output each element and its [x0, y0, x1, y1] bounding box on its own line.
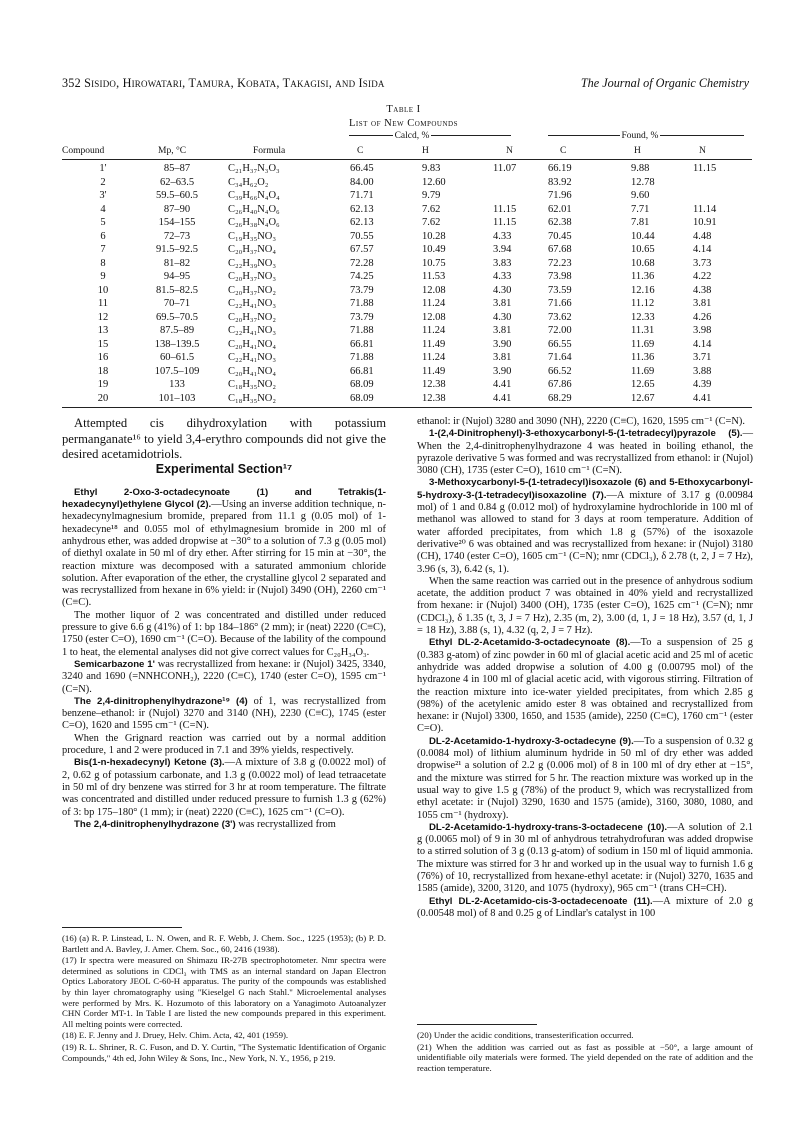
- footnote: (19) R. L. Shriner, R. C. Fuson, and D. Y. Curtin, "The Systematic Identification of Organic Compounds," 4th ed, John Wiley & Sons, Inc., New York, N. Y., 1956, p 219.: [62, 1041, 386, 1063]
- paragraph: [62, 659, 386, 696]
- table-row: [62, 271, 752, 285]
- table-row: [62, 244, 752, 258]
- table-row: [62, 204, 752, 218]
- col-header: N: [506, 146, 513, 156]
- table-cell: 73.79: [350, 311, 374, 323]
- table-cell: 4.48: [693, 230, 712, 242]
- table-cell: 67.57: [350, 244, 374, 255]
- table-body: [62, 163, 752, 406]
- table-cell: 7.62: [422, 203, 441, 215]
- table-cell: 60–61.5: [159, 352, 195, 363]
- table-cell: 10: [97, 284, 109, 296]
- table-cell: 7: [100, 244, 106, 255]
- paragraph-body: —A mixture of 3.8 g (0.0022 mol) of 2, 0.62 g of potassium carbonate, and 1.3 g (0.0022 mol) of lead tetraacetate in 50 ml of dry benzene was stirred for 3 hr at room temperature. The filtrate was concentrated and distilled under reduced pressure to furnish 1.3 g (62%) of 3: bp 175–180° (1 mm); ir (neat) 2220 (C≡C), 1625 cm⁻¹ (C=O).: [62, 757, 386, 818]
- table-cell: 66.52: [548, 365, 572, 377]
- table-cell: 72–73: [163, 230, 191, 242]
- table-cell: 4.22: [693, 271, 712, 282]
- table-cell: 73.98: [548, 271, 572, 282]
- table-caption-title: List of New Compounds: [349, 118, 458, 129]
- table-cell: 70–71: [163, 298, 191, 309]
- table-cell: 4.33: [493, 230, 512, 242]
- table-cell: 66.81: [350, 338, 374, 350]
- table-cell: 94–95: [163, 271, 191, 282]
- table-row: [62, 298, 752, 312]
- table-cell: 68.09: [350, 379, 374, 390]
- paragraph: [417, 736, 753, 822]
- paragraph: ethanol: ir (Nujol) 3280 and 3090 (NH), 2220 (C≡C), 1620, 1595 cm⁻¹ (C=N).: [417, 416, 745, 427]
- table-cell: 72.28: [350, 257, 374, 269]
- col-header: Formula: [253, 146, 286, 156]
- table-cell: 4.41: [493, 379, 512, 390]
- group-header-calcd-label: Calcd, %: [394, 131, 430, 141]
- table-cell: 73.59: [548, 284, 572, 296]
- table-cell: 12.38: [422, 379, 446, 390]
- journal-title: The Journal of Organic Chemistry: [580, 76, 749, 90]
- paragraph-body: —When the 2,4-dinitrophenylhydrazone 4 was heated in boiling ethanol, the pyrazole derivative 5 was formed and was recrystallized from ethanol: ir (Nujol) 3080 (CH), 1735 (ester C=O), 1610 cm⁻¹ (C=N).: [417, 428, 753, 477]
- table-cell: 4.26: [693, 311, 712, 323]
- table-cell: 11.36: [631, 271, 655, 282]
- table-cell: C₁₈H₃₅NO₂: [228, 392, 277, 404]
- table-cell: 3.88: [693, 365, 712, 377]
- table-cell: 4.30: [493, 311, 512, 323]
- table-row: [62, 258, 752, 272]
- col-header: C: [560, 146, 567, 156]
- table-cell: 11.69: [631, 338, 655, 350]
- paragraph-body: was recrystallized from: [235, 818, 336, 830]
- table-cell: 4.33: [493, 271, 512, 282]
- table-cell: 10.75: [422, 257, 446, 269]
- table-cell: 12.65: [631, 379, 655, 390]
- running-header: [62, 76, 749, 92]
- paragraph: [62, 696, 386, 733]
- table-row: [62, 231, 752, 245]
- table-cell: C₂₀H₃₇NO₂: [228, 311, 277, 323]
- table-cell: C₁₈H₃₅NO₂: [228, 379, 277, 390]
- footnote: (18) E. F. Jenny and J. Druey, Helv. Chim. Acta, 42, 401 (1959).: [62, 1030, 289, 1041]
- table-cell: 66.81: [350, 365, 374, 377]
- table-bottom-rule: [62, 407, 752, 408]
- table-row: [62, 190, 752, 204]
- table-cell: 4.38: [693, 284, 712, 296]
- paragraph-title: The 2,4-dinitrophenylhydrazone¹⁹ (4): [74, 695, 248, 707]
- paragraph-title: The 2,4-dinitrophenylhydrazone (3'): [74, 818, 236, 830]
- footnote: (16) (a) R. P. Linstead, L. N. Owen, and R. F. Webb, J. Chem. Soc., 1225 (1953); (b) P. D. Bartlett and A. Bavley, J. Amer. Chem. Soc., 60, 2416 (1938).: [62, 933, 386, 954]
- table-cell: 72.23: [548, 257, 572, 269]
- table-cell: 3.90: [493, 338, 512, 350]
- paragraph-body: was recrystallized from hexane: ir (Nujol) 3425, 3340, 3240 and 1690 (=NNHCONH₂), 2220 (C≡C), 1740 (ester C=O), 1595 cm⁻¹ (C=N).: [62, 658, 386, 695]
- table-cell: 133: [169, 379, 185, 390]
- table-cell: 81.5–82.5: [156, 284, 198, 296]
- table-cell: 62.01: [548, 203, 572, 215]
- table-cell: 12.78: [631, 176, 655, 188]
- table-cell: 3.94: [493, 244, 512, 255]
- table-cell: 66.55: [548, 338, 572, 350]
- table-cell: 11.36: [631, 352, 655, 363]
- col-header: N: [699, 146, 706, 156]
- table-cell: 3.90: [493, 365, 512, 377]
- footnote-rule-left: [62, 927, 182, 928]
- paragraph-body: of 1, was recrystallized from benzene–ethanol: ir (Nujol) 3270 and 3140 (NH), 2230 (C≡C), 1745 (ester C=O), 1620 and 1595 cm⁻¹ (C=N).: [62, 695, 386, 732]
- section-heading: Experimental Section¹⁷: [155, 461, 293, 476]
- table-cell: 12.08: [422, 311, 446, 323]
- table-cell: C₂₂H₄₁NO₃: [228, 298, 277, 309]
- table-cell: 3.98: [693, 325, 712, 336]
- table-cell: 11.24: [422, 298, 446, 309]
- paragraph: [417, 822, 753, 896]
- paragraph-body: —A mixture of 2.0 g (0.00548 mol) of 8 and 0.25 g of Lindlar's catalyst in 100: [417, 895, 753, 919]
- table-cell: 59.5–60.5: [156, 190, 198, 201]
- table-cell: 4.14: [693, 244, 712, 255]
- table-cell: 11.69: [631, 365, 655, 377]
- table-cell: 11.49: [422, 365, 446, 377]
- col-header: Compound: [62, 146, 105, 156]
- table-cell: 87–90: [163, 203, 191, 215]
- table-cell: 12.60: [422, 176, 446, 188]
- paragraph: [417, 637, 753, 735]
- table-cell: 71.88: [350, 298, 374, 309]
- paragraph-title: Ethyl 2-Oxo-3-octadecynoate (1) and Tetrakis(1-hexadecynyl)ethylene Glycol (2).: [62, 486, 386, 511]
- table-cell: 9.83: [422, 163, 441, 174]
- table-cell: 3.81: [493, 325, 512, 336]
- table-row: [62, 285, 752, 299]
- table-cell: C₂₆H₄₀N₄O₆: [228, 203, 280, 215]
- table-cell: C₂₀H₃₇NO₃: [228, 271, 277, 282]
- table-cell: 4.30: [493, 284, 512, 296]
- table-cell: 138–139.5: [154, 338, 200, 350]
- table-cell: 11.14: [693, 203, 717, 215]
- table-cell: 4.39: [693, 379, 712, 390]
- table-row: [62, 217, 752, 231]
- table-cell: 10.91: [693, 217, 717, 228]
- table-cell: 8: [100, 257, 106, 269]
- table-cell: 74.25: [350, 271, 374, 282]
- table-cell: 11: [97, 298, 109, 309]
- table-cell: 71.88: [350, 352, 374, 363]
- paragraph-body: —A mixture of 3.17 g (0.00984 mol) of 1 and 0.84 g (0.012 mol) of hydroxylamine hydrochloride in 100 ml of methanol was allowed to stand for 3 days at room temperature. Addition of water afforded precipitates, from which 1.8 g (57%) of the isoxazole derivative²⁰ 6 was obtained and was recrystallized from hexane: ir (Nujol) 3180 (CH), 1740 (ester C=O), 1605 cm⁻¹ (C=N); nmr (CDCl₃), δ 2.78 (t, 2, J = 7 Hz), 3.96 (s, 3), 6.42 (s, 1).: [417, 489, 753, 575]
- group-header-found: [538, 131, 754, 141]
- footnote: (20) Under the acidic conditions, transesterification occurred.: [417, 1030, 634, 1040]
- table-cell: 3.83: [493, 257, 512, 269]
- table-cell: 71.96: [548, 190, 572, 201]
- table-cell: 62.13: [350, 217, 374, 228]
- table-cell: 3.81: [493, 352, 512, 363]
- table-row: [62, 393, 752, 407]
- table-cell: 72.00: [548, 325, 572, 336]
- table-cell: C₃₉H₆₆N₄O₄: [228, 190, 280, 201]
- group-header-calcd: [345, 131, 515, 141]
- table-cell: 3.71: [693, 352, 712, 363]
- table-cell: 12.33: [631, 311, 655, 323]
- col-header: H: [634, 146, 641, 156]
- table-cell: 9.88: [631, 163, 650, 174]
- paragraph-body: —Using an inverse addition technique, n-hexadecynylmagnesium bromide, prepared from 11.1 g (0.05 mol) of 1-hexadecyne¹⁸ and 0.055 mol of ethylmagnesium bromide in 200 ml of anhydrous ether, was added dropwise at −30° to a solution of 7.3 g (0.05 mol) of diethyl oxalate in 50 ml of dry ether. After stirring for 15 min at −30°, the reaction mixture was decomposed with a saturated ammonium chloride solution. After evaporation of the ether, the crystalline glycol 2 separated and was recrystallized from hexane in 6% yield: ir (Nujol) 3490 (OH), 2260 cm⁻¹ (C≡C).: [62, 499, 386, 609]
- table-cell: 71.88: [350, 325, 374, 336]
- table-cell: 12.08: [422, 284, 446, 296]
- table-cell: 11.49: [422, 338, 446, 350]
- table-row: [62, 163, 752, 177]
- table-cell: 70.45: [548, 230, 572, 242]
- table-cell: 7.81: [631, 217, 650, 228]
- footnote: (17) Ir spectra were measured on Shimazu IR-27B spectrophotometer. Nmr spectra were determined as solutions in CDCl₃ with TMS as an internal standard on Japan Electron Optics Laboratory JEOL C-60-H apparatus. The purity of the compounds was established by thin layer chromatography using "Kieselgel G nach Stahl." Microelemental analyses were performed by Mrs. K. Hozumoto of this laboratory on a Yanagimoto Autoanalyzer CHN Corder MT-1. In Table I are listed the new compounds prepared in this experiment. All melting points were corrected.: [62, 955, 386, 1029]
- table-cell: 7.62: [422, 217, 441, 228]
- table-cell: 70.55: [350, 230, 374, 242]
- table-cell: 73.79: [350, 284, 374, 296]
- paragraph-title: 1-(2,4-Dinitrophenyl)-3-ethoxycarbonyl-5-(1-tetradecyl)pyrazole (5).: [429, 428, 743, 440]
- table-cell: 5: [100, 217, 106, 228]
- paragraph-body: —To a suspension of 25 g (0.383 g-atom) of zinc powder in 60 ml of glacial acetic acid and 25 ml of acetic anhydride was added dropwise a solution of 4.00 g (0.00795 mol) of the hydrazone 4 in 100 ml of glacial acetic acid, with vigorous stirring. Filtration of the reaction mixture into ice-water yielded precipitates, from which 2.85 g (98%) of the acetylenic amido ester 8 was obtained and recrystallized from hexane: ir (Nujol) 3300, 1650, and 1535 (amide), 2250 (C≡C), 1760 cm⁻¹ (ester C=O).: [417, 637, 753, 735]
- table-cell: 91.5–92.5: [156, 244, 198, 255]
- page-number-authors: 352 Sisido, Hirowatari, Tamura, Kobata, Takagisi, and Isida: [62, 76, 385, 90]
- table-cell: 71.71: [350, 190, 374, 201]
- table-cell: 71.64: [548, 352, 572, 363]
- intro-paragraph: Attempted cis dihydroxylation with potassium permanganate¹⁶ to yield 3,4-erythro compounds did not give the desired acetamidotriols.: [62, 416, 386, 461]
- table-row: [62, 312, 752, 326]
- right-footnotes: [417, 1030, 753, 1074]
- table-cell: 62–63.5: [159, 176, 195, 188]
- table-cell: 3.81: [693, 298, 712, 309]
- paragraph: [417, 477, 753, 575]
- table-cell: 66.45: [350, 163, 374, 174]
- table-cell: 71.66: [548, 298, 572, 309]
- table-cell: 11.12: [631, 298, 655, 309]
- table-cell: 12: [97, 311, 109, 323]
- table-cell: C₃₄H₆₂O₂: [228, 176, 269, 188]
- table-cell: 11.53: [422, 271, 446, 282]
- table-row: [62, 366, 752, 380]
- left-footnotes: [62, 933, 386, 1064]
- left-column: [62, 416, 386, 831]
- table-cell: 4.41: [493, 392, 512, 404]
- table-caption-number: Table I: [386, 104, 421, 115]
- table-header-rule: [62, 159, 752, 160]
- table-row: [62, 177, 752, 191]
- table-cell: 10.44: [631, 230, 655, 242]
- table-cell: 11.31: [631, 325, 655, 336]
- paragraph: [62, 819, 386, 831]
- table-cell: 81–82: [163, 257, 191, 269]
- table-cell: 11.15: [693, 163, 717, 174]
- table-cell: 12.16: [631, 284, 655, 296]
- table-row: [62, 339, 752, 353]
- table-cell: 9.60: [631, 190, 650, 201]
- col-header: H: [422, 146, 429, 156]
- table-cell: C₂₀H₄₁NO₄: [228, 365, 277, 377]
- table-cell: C₂₀H₃₇NO₂: [228, 284, 277, 296]
- paragraph: The mother liquor of 2 was concentrated and distilled under reduced pressure to give 6.6 g (41%) of 1: bp 184–186° (2 mm); ir (neat) 2220 (C≡C), 1750 (ester C=O), 1690 cm⁻¹ (C=O). Because of the lability of the compound 1 to heat, the elemental analyses did not give correct values for C₂₀H₃₄O₃.: [62, 609, 386, 658]
- paragraph: When the same reaction was carried out in the presence of anhydrous sodium acetate, the addition product 7 was obtained in 40% yield and recrystallized from hexane: ir (Nujol) 3400 (OH), 1735 (ester C=O), 1625 cm⁻¹ (C=N); nmr (CDCl₃), δ 1.35 (t, 3, J = 7 Hz), 2.35 (m, 2), 3.00 (d, 1, J = 18 Hz), 3.57 (d, 1, J = 18 Hz), 3.88 (s, 1), 4.32 (q, 2, J = 7 Hz).: [417, 575, 753, 637]
- table-cell: C₂₂H₄₁NO₃: [228, 352, 277, 363]
- paragraph: [417, 896, 753, 921]
- table-cell: 7.71: [631, 203, 650, 215]
- table-cell: 154–155: [158, 217, 196, 228]
- footnote: (21) When the addition was carried out as fast as possible at −50°, a large amount of unidentifiable oily materials were formed. The yield depended on the rate of addition and the reaction temperature.: [417, 1041, 753, 1073]
- footnote-rule-right: [417, 1024, 537, 1025]
- table-cell: 11.24: [422, 325, 446, 336]
- col-header: C: [357, 146, 364, 156]
- table-cell: 62.13: [350, 203, 374, 215]
- table-cell: 3': [99, 190, 107, 201]
- table-cell: 10.49: [422, 244, 446, 255]
- table-cell: 67.86: [548, 379, 572, 390]
- table-cell: 20: [97, 392, 109, 404]
- table-row: [62, 352, 752, 366]
- table-cell: 3.81: [493, 298, 512, 309]
- table-cell: 11.24: [422, 352, 446, 363]
- paragraph-title: DL-2-Acetamido-1-hydroxy-3-octadecyne (9).: [429, 735, 634, 747]
- table-cell: 11.07: [493, 163, 517, 174]
- table-cell: 10.68: [631, 257, 655, 269]
- paragraph-title: Ethyl DL-2-Acetamido-3-octadecynoate (8).: [429, 637, 631, 649]
- table-cell: 68.09: [350, 392, 374, 404]
- table-cell: 10.65: [631, 244, 655, 255]
- col-header: Mp, °C: [158, 146, 187, 156]
- table-cell: 83.92: [548, 176, 572, 188]
- paragraph: [62, 757, 386, 818]
- table-cell: 84.00: [350, 176, 374, 188]
- paragraph-body: —A solution of 2.1 g (0.0065 mol) of 9 in 30 ml of anhydrous tetrahydrofuran was added dropwise to a stirred solution of 3 g (0.13 g-atom) of sodium in 150 ml of liquid ammonia. The mixture was stirred for 3 hr and worked up in the usual way to furnish 1.6 g (76%) of 10, recrystallized from hexane-ethyl acetate: ir (Nujol) 3270, 1635 and 1585 (amide), 3200, 3120, and 1075 (hydroxy), 965 cm⁻¹ (trans CH=CH).: [417, 821, 753, 895]
- table-cell: 10.28: [422, 230, 446, 242]
- table-cell: 87.5–89: [159, 325, 195, 336]
- table-cell: 4.14: [693, 338, 712, 350]
- table-cell: 3.73: [693, 257, 712, 269]
- group-header-found-label: Found, %: [621, 131, 659, 141]
- table-cell: C₂₁H₃₇N₃O₃: [228, 163, 280, 174]
- paragraph: [62, 487, 386, 610]
- table-cell: C₂₆H₃₈N₄O₆: [228, 217, 280, 228]
- table-row: [62, 379, 752, 393]
- table-cell: 107.5–109: [154, 365, 200, 377]
- table-cell: 67.68: [548, 244, 572, 255]
- table-cell: 68.29: [548, 392, 572, 404]
- paragraph-title: Ethyl DL-2-Acetamido-cis-3-octadecenoate (11).: [429, 895, 653, 907]
- paragraph: When the Grignard reaction was carried out by a normal addition procedure, 1 and 2 were produced in 7.1 and 39% yields, respectively.: [62, 732, 386, 757]
- paragraph-title: DL-2-Acetamido-1-hydroxy-trans-3-octadecene (10).: [429, 821, 668, 833]
- table-cell: 101–103: [158, 392, 196, 404]
- paragraph-title: Semicarbazone 1': [74, 658, 155, 670]
- table-cell: 4.41: [693, 392, 712, 404]
- table-cell: 85–87: [163, 163, 191, 174]
- table-row: [62, 325, 752, 339]
- table-cell: 9.79: [422, 190, 441, 201]
- table-header-row: [62, 146, 752, 158]
- table-cell: 11.15: [493, 203, 517, 215]
- table-cell: 2: [100, 176, 106, 188]
- table-cell: 66.19: [548, 163, 572, 174]
- paragraph-body: —To a suspension of 0.32 g (0.0084 mol) of lithium aluminum hydride in 50 ml of dry ether was added dropwise²¹ a solution of 2.2 g (0.006 mol) of 8 in 100 ml of dry ether at −15°, and the mixture was stirred for 5 hr. The reaction mixture was worked up in the usual way to give 1.5 g (78%) of the product 9, which was recrystallized from ethyl acetate: ir (Nujol) 3290, 1630 and 1575 (amide), 3160, 3080, 1080, and 1055 cm⁻¹ (hydroxy).: [417, 735, 753, 821]
- table-cell: 4: [100, 203, 106, 215]
- table-cell: 9: [100, 271, 106, 282]
- table-cell: C₁₉H₃₅NO₃: [228, 230, 277, 242]
- paragraph-title: 3-Methoxycarbonyl-5-(1-tetradecyl)isoxazole (6) and 5-Ethoxycarbonyl-5-hydroxy-3-(1-tetradecyl)isoxazoline (7).: [417, 477, 753, 501]
- table-cell: 15: [97, 338, 109, 350]
- table-cell: 11.15: [493, 217, 517, 228]
- table-cell: 12.38: [422, 392, 446, 404]
- paragraph: [417, 428, 753, 477]
- table-cell: 13: [97, 325, 109, 336]
- table-cell: C₂₀H₄₁NO₄: [228, 338, 277, 350]
- table-cell: 6: [100, 230, 106, 242]
- table-cell: 1': [99, 163, 107, 174]
- table-cell: C₂₂H₃₉NO₃: [228, 257, 277, 269]
- table-cell: C₂₀H₃₇NO₄: [228, 244, 277, 255]
- table-cell: 19: [97, 379, 109, 390]
- table-cell: 62.38: [548, 217, 572, 228]
- paragraph-title: Bis(1-n-hexadecynyl) Ketone (3).: [74, 757, 225, 769]
- right-column: [417, 416, 753, 920]
- table-cell: C₂₂H₄₁NO₃: [228, 325, 277, 336]
- table-cell: 12.67: [631, 392, 655, 404]
- table-cell: 18: [97, 365, 109, 377]
- table-cell: 69.5–70.5: [156, 311, 198, 323]
- table-cell: 16: [97, 352, 109, 363]
- table-cell: 73.62: [548, 311, 572, 323]
